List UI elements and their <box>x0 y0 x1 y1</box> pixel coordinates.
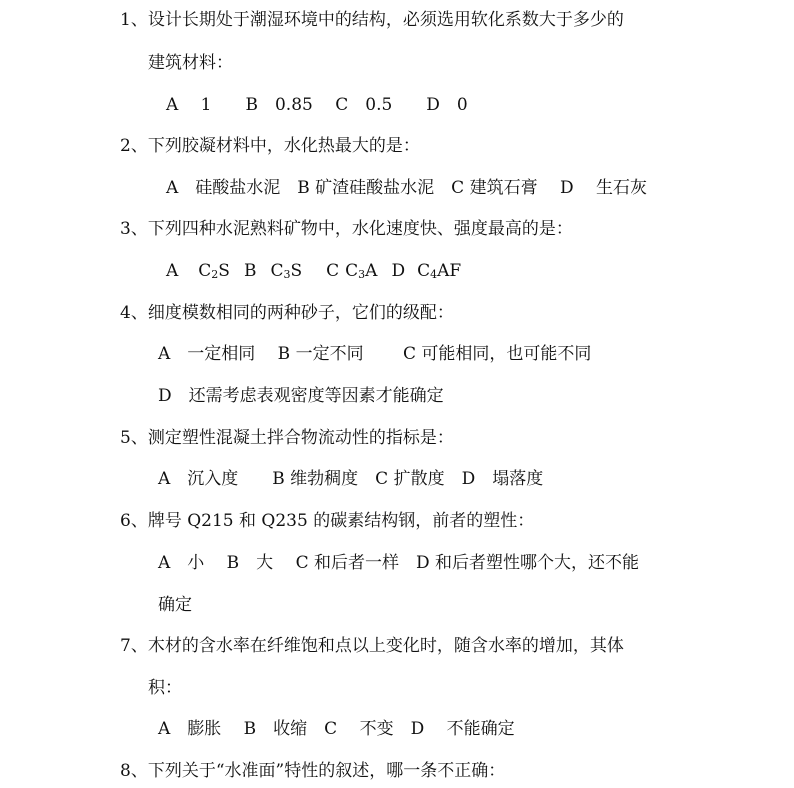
option-d-formula: $C_4AF$ <box>417 261 462 281</box>
question-5-options: A 沉入度 B 维勃稠度 C 扩散度 D 塌落度 <box>158 469 544 489</box>
option-c-formula: $C_3A$ <box>345 261 378 281</box>
option-b-letter: B <box>243 261 257 281</box>
question-3-options <box>166 260 461 282</box>
question-6-stem: 6、牌号 Q215 和 Q235 的碳素结构钢，前者的塑性： <box>120 511 535 531</box>
question-7-stem: 7、木材的含水率在纤维饱和点以上变化时，随含水率的增加，其体 <box>120 636 624 656</box>
question-7-options: A 膨胀 B 收缩 C 不变 D 不能确定 <box>158 719 515 739</box>
option-a-letter: A <box>166 261 179 281</box>
question-1-stem-continued: 建筑材料： <box>148 53 233 73</box>
question-3-stem: 3、下列四种水泥熟料矿物中，水化速度快、强度最高的是： <box>120 219 573 239</box>
question-1-stem: 1、设计长期处于潮湿环境中的结构，必须选用软化系数大于多少的 <box>120 10 624 30</box>
question-6-options: A 小 B 大 C 和后者一样 D 和后者塑性哪个大，还不能 <box>158 553 640 573</box>
question-7-stem-continued: 积： <box>148 678 182 698</box>
question-8-stem: 8、下列关于“水准面”特性的叙述，哪一条不正确： <box>120 761 506 781</box>
question-4-options-continued: D 还需考虑表观密度等因素才能确定 <box>158 386 444 406</box>
option-b-formula: $C_3S$ <box>270 261 303 281</box>
option-d-letter: D <box>391 261 406 281</box>
question-4-options: A 一定相同 B 一定不同 C 可能相同，也可能不同 <box>158 344 592 364</box>
question-2-stem: 2、下列胶凝材料中，水化热最大的是： <box>120 136 420 156</box>
question-4-stem: 4、细度模数相同的两种砂子，它们的级配： <box>120 303 454 323</box>
option-a-formula: $C_2S$ <box>198 261 230 281</box>
question-6-options-continued: 确定 <box>158 595 192 615</box>
question-2-options: A 硅酸盐水泥 B 矿渣硅酸盐水泥 C 建筑石膏 D 生石灰 <box>166 178 648 198</box>
question-5-stem: 5、测定塑性混凝土拌合物流动性的指标是： <box>120 428 454 448</box>
question-1-options: A 1 B 0.85 C 0.5 D 0 <box>166 95 468 115</box>
option-c-letter: C <box>326 261 340 281</box>
